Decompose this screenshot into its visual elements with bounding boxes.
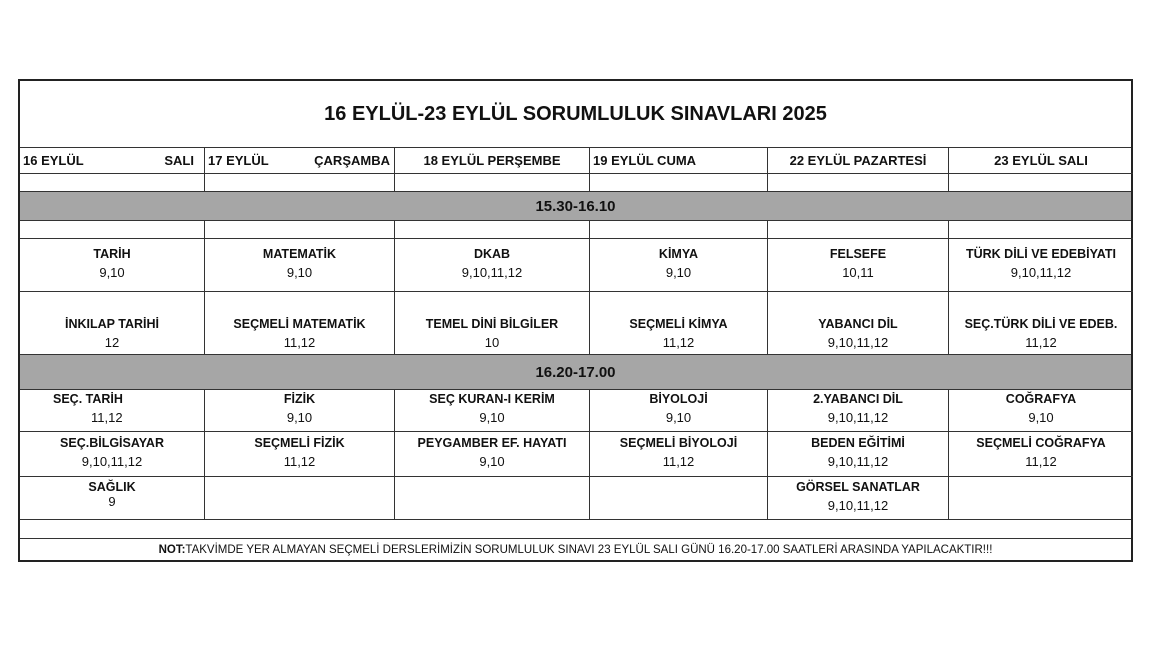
day-weekday: ÇARŞAMBA [314, 152, 390, 168]
day-column [20, 390, 205, 519]
exam-cell-empty [205, 477, 394, 519]
exam-cell [20, 239, 204, 292]
exam-cell [205, 239, 394, 292]
day-column [768, 221, 949, 354]
exam-cell [205, 390, 394, 432]
exam-cell [949, 390, 1133, 432]
exam-cell [395, 390, 589, 432]
grade-levels: 11,12 [283, 335, 316, 350]
day-column [395, 221, 590, 354]
subject-name: COĞRAFYA [1005, 392, 1077, 406]
subject-name: SEÇMELİ KİMYA [629, 317, 728, 331]
subject-name: MATEMATİK [262, 247, 337, 261]
schedule-title: 16 EYLÜL-23 EYLÜL SORUMLULUK SINAVLARI 2025 [20, 81, 1131, 148]
session-time-band: 16.20-17.00 [20, 354, 1131, 390]
grade-levels: 9,10 [665, 265, 692, 280]
session-time-band: 15.30-16.10 [20, 191, 1131, 221]
subject-name: SEÇ. TARİH [53, 392, 123, 406]
exam-cell [768, 432, 948, 477]
exam-cell [395, 432, 589, 477]
note-text: TAKVİMDE YER ALMAYAN SEÇMELİ DERSLERİMİZİN SORUMLULUK SINAVI 23 EYLÜL SALI GÜNÜ 16.20-17.00 SAATLERİ ARASINDA YAPILACAKTIR!!! [185, 543, 993, 556]
day-column [590, 221, 768, 354]
day-date: 22 EYLÜL PAZARTESİ [789, 152, 927, 168]
exam-cell [20, 390, 204, 432]
subject-name: TEMEL DİNİ BİLGİLER [425, 317, 559, 331]
grade-levels: 9,10,11,12 [827, 454, 889, 469]
exam-cell [395, 292, 589, 354]
day-date: 16 EYLÜL [23, 152, 84, 168]
grade-levels: 11,12 [1025, 335, 1057, 350]
exam-cell [590, 432, 767, 477]
subject-name: 2.YABANCI DİL [813, 392, 903, 406]
exam-cell [20, 477, 204, 519]
grade-levels: 9,10 [479, 410, 505, 425]
grade-levels: 9,10 [99, 265, 125, 280]
day-weekday: SALI [164, 152, 194, 168]
day-header [949, 147, 1133, 191]
subject-name: FELSEFE [829, 247, 887, 261]
day-column [395, 390, 590, 519]
day-header [20, 147, 205, 191]
exam-cell [768, 239, 948, 292]
exam-cell [949, 432, 1133, 477]
grade-levels: 10,11 [842, 265, 874, 280]
day-header-row [20, 147, 1131, 192]
subject-name: SEÇ KURAN-I KERİM [429, 392, 555, 406]
exam-cell-empty [949, 477, 1133, 519]
day-column [205, 221, 395, 354]
subject-name: SEÇMELİ BİYOLOJİ [619, 436, 738, 450]
session-1-rows [20, 221, 1131, 354]
grade-levels: 9,10,11,12 [1010, 265, 1072, 280]
grade-levels: 9,10 [479, 454, 505, 469]
exam-cell [949, 292, 1133, 354]
subject-name: SEÇMELİ MATEMATİK [233, 317, 366, 331]
subject-name: İNKILAP TARİHİ [65, 317, 159, 331]
subject-name: SEÇ.BİLGİSAYAR [60, 436, 164, 450]
exam-schedule-table [18, 79, 1133, 562]
exam-cell [590, 390, 767, 432]
grade-levels: 10 [484, 335, 500, 350]
exam-cell [768, 390, 948, 432]
note-label: NOT: [158, 543, 186, 556]
exam-cell [768, 292, 948, 354]
exam-cell [205, 292, 394, 354]
day-header [590, 147, 768, 191]
day-header [395, 147, 590, 191]
session-2-rows [20, 390, 1131, 519]
exam-cell [590, 239, 767, 292]
grade-levels: 9,10,11,12 [827, 335, 889, 350]
exam-cell-empty [590, 477, 767, 519]
exam-cell [768, 477, 948, 519]
exam-cell [205, 432, 394, 477]
grade-levels: 9,10,11,12 [827, 498, 889, 513]
grade-levels: 11,12 [91, 410, 123, 425]
exam-cell [590, 292, 767, 354]
subject-name: GÖRSEL SANATLAR [796, 480, 920, 494]
exam-cell [395, 239, 589, 292]
day-date: 19 EYLÜL CUMA [593, 152, 697, 168]
subject-name: SEÇMELİ FİZİK [254, 436, 345, 450]
subject-name: DKAB [473, 247, 511, 261]
grade-levels: 11,12 [283, 454, 316, 469]
schedule-note [20, 538, 1131, 560]
day-column [768, 390, 949, 519]
subject-name: YABANCI DİL [818, 317, 898, 331]
subject-name: SAĞLIK [88, 480, 136, 494]
grade-levels: 9,10 [286, 265, 313, 280]
grade-levels: 11,12 [662, 454, 695, 469]
subject-name: SEÇMELİ COĞRAFYA [976, 436, 1106, 450]
day-column [590, 390, 768, 519]
grade-levels: 11,12 [1025, 454, 1057, 469]
exam-cell-empty [395, 477, 589, 519]
day-column [20, 221, 205, 354]
grade-levels: 9,10,11,12 [827, 410, 889, 425]
grade-levels: 9,10 [665, 410, 692, 425]
grade-levels: 9,10 [1028, 410, 1054, 425]
day-header [768, 147, 949, 191]
exam-cell [949, 239, 1133, 292]
grade-levels: 9,10,11,12 [461, 265, 523, 280]
subject-name: SEÇ.TÜRK DİLİ VE EDEB. [964, 317, 1118, 331]
subject-name: PEYGAMBER EF. HAYATI [417, 436, 567, 450]
day-date: 23 EYLÜL SALI [994, 152, 1088, 168]
subject-name: BİYOLOJİ [649, 392, 708, 406]
day-header [205, 147, 395, 191]
subject-name: KİMYA [658, 247, 699, 261]
day-date: 18 EYLÜL PERŞEMBE [423, 152, 561, 168]
day-column [205, 390, 395, 519]
exam-cell [20, 432, 204, 477]
day-date: 17 EYLÜL [208, 152, 269, 168]
grade-levels: 11,12 [662, 335, 695, 350]
exam-cell [20, 292, 204, 354]
day-column [949, 221, 1133, 354]
grade-levels: 9 [108, 494, 116, 509]
subject-name: TARİH [93, 247, 131, 261]
subject-name: BEDEN EĞİTİMİ [811, 436, 905, 450]
day-column [949, 390, 1133, 519]
grade-levels: 9,10 [286, 410, 313, 425]
subject-name: FİZİK [283, 392, 316, 406]
subject-name: TÜRK DİLİ VE EDEBİYATI [965, 247, 1117, 261]
grade-levels: 12 [104, 335, 120, 350]
grade-levels: 9,10,11,12 [81, 454, 143, 469]
